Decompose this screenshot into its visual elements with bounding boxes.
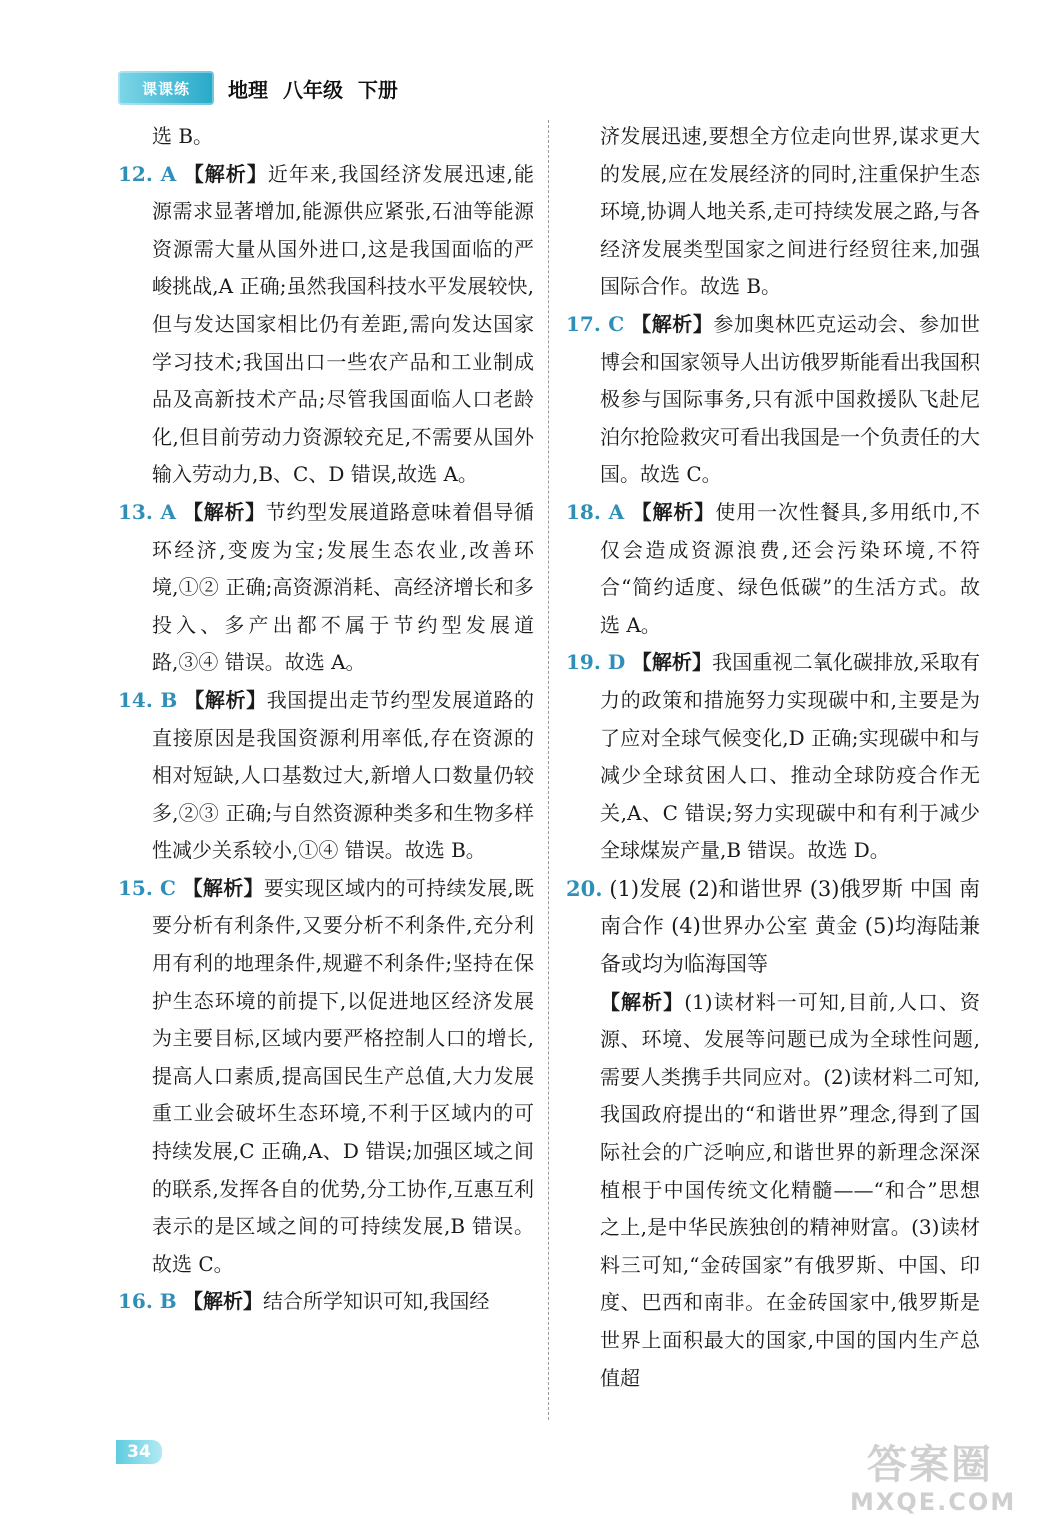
item-number: 16. B bbox=[118, 1289, 177, 1314]
answer-item-15 bbox=[118, 870, 534, 1284]
answer-item-16 bbox=[118, 1283, 534, 1321]
item-number: 13. A bbox=[118, 499, 176, 524]
analysis-tag: 【解析】 bbox=[184, 687, 267, 712]
item-text: 要实现区域内的可持续发展,既要分析有利条件,又要分析不利条件,充分利用有利的地理条件,规避不利条件;坚持在保护生态环境的前提下,以促进地区经济发展为主要目标,区域内要严格控制人口的增长,提高人口素质,提高国民生产总值,大力发展重工业会破坏生态环境,不利于区域内的可持续发展,C 正确,A、D 错误;加强区域之间的联系,发挥各自的优势,分工协作,互惠互利表示的是区域之间的可持续发展,B 错误。故选 C。 bbox=[152, 875, 535, 1276]
left-column bbox=[118, 118, 534, 1321]
analysis-tag: 【解析】 bbox=[183, 1289, 264, 1314]
book-logo: 课课练 bbox=[118, 71, 214, 105]
item-number: 15. C bbox=[118, 875, 176, 900]
item-text: 结合所学知识可知,我国经 bbox=[263, 1289, 490, 1314]
item-text: 参加奥林匹克运动会、参加世博会和国家领导人出访俄罗斯能看出我国积极参与国际事务,只有派中国救援队飞赴尼泊尔抢险救灾可看出我国是一个负责任的大国。故选 C。 bbox=[600, 311, 981, 487]
watermark-logo-text: 答案圈 bbox=[867, 1442, 993, 1488]
answer-item-20 bbox=[566, 870, 980, 984]
item-text: 节约型发展道路意味着倡导循环经济,变废为宝;发展生态农业,改善环境,①② 正确;高资源消耗、高经济增长和多投入、多产出都不属于节约型发展道路,③④ 错误。故选 A。 bbox=[152, 499, 535, 675]
analysis-tag: 【解析】 bbox=[182, 875, 264, 900]
watermark-site: MXQE.COM bbox=[850, 1488, 1017, 1516]
carry-over-text: 选 B。 bbox=[152, 124, 214, 148]
item-20-answer: (1)发展 (2)和谐世界 (3)俄罗斯 中国 南南合作 (4)世界办公室 黄金 (5)均海陆兼备或均为临海国等 bbox=[600, 876, 980, 977]
column-divider bbox=[548, 120, 549, 1420]
page-number: 34 bbox=[116, 1440, 162, 1464]
item-number: 18. A bbox=[566, 499, 625, 524]
analysis-tag: 【解析】 bbox=[600, 989, 685, 1014]
analysis-tag: 【解析】 bbox=[631, 650, 713, 675]
answer-item-18 bbox=[566, 494, 980, 644]
item-text: 我国重视二氧化碳排放,采取有力的政策和措施努力实现碳中和,主要是为了应对全球气候变化,D 正确;实现碳中和与减少全球贫困人口、推动全球防疫合作无关,A、C 错误;努力实现碳中和有利于减少全球煤炭产量,B 错误。故选 D。 bbox=[600, 650, 981, 863]
book-title: 地理 八年级 下册 bbox=[228, 77, 398, 102]
item-text: 我国提出走节约型发展道路的直接原因是我国资源利用率低,存在资源的相对短缺,人口基数过大,新增人口数量仍较多,②③ 正确;与自然资源种类多和生物多样性减少关系较小,①④ 错误。故选 B。 bbox=[152, 687, 534, 863]
answer-item-12 bbox=[118, 156, 534, 494]
answer-item-20-analysis bbox=[566, 984, 980, 1398]
answer-item-13 bbox=[118, 494, 534, 682]
answer-item-14 bbox=[118, 682, 534, 870]
item-text: 使用一次性餐具,多用纸巾,不仅会造成资源浪费,还会污染环境,不符合“简约适度、绿色低碳”的生活方式。故选 A。 bbox=[600, 499, 981, 637]
item-text: (1)读材料一可知,目前,人口、资源、环境、发展等问题已成为全球性问题,需要人类携手共同应对。(2)读材料二可知,我国政府提出的“和谐世界”理念,得到了国际社会的广泛响应,和谐世界的新理念深深植根于中国传统文化精髓——“和合”思想之上,是中华民族独创的精神财富。(3)读材料三可知,“金砖国家”有俄罗斯、中国、印度、巴西和南非。在金砖国家中,俄罗斯是世界上面积最大的国家,中国的国内生产总值超 bbox=[600, 989, 981, 1390]
item-text: 近年来,我国经济发展迅速,能源需求显著增加,能源供应紧张,石油等能源资源需大量从国外进口,这是我国面临的严峻挑战,A 正确;虽然我国科技水平发展较快,但与发达国家相比仍有差距,需向发达国家学习技术;我国出口一些农产品和工业制成品及高新技术产品;尽管我国面临人口老龄化,但目前劳动力资源较充足,不需要从国外输入劳动力,B、C、D 错误,故选 A。 bbox=[152, 161, 535, 487]
carry-over-text: 济发展迅速,要想全方位走向世界,谋求更大的发展,应在发展经济的同时,注重保护生态环境,协调人地关系,走可持续发展之路,与各经济发展类型国家之间进行经贸往来,加强国际合作。故选 B。 bbox=[600, 124, 980, 299]
analysis-tag: 【解析】 bbox=[183, 161, 268, 186]
item-number: 12. A bbox=[118, 161, 177, 186]
answer-item-19 bbox=[566, 644, 980, 870]
item-number: 19. D bbox=[566, 650, 626, 675]
analysis-tag: 【解析】 bbox=[631, 311, 714, 336]
item-number: 14. B bbox=[118, 687, 178, 712]
watermark bbox=[850, 1442, 1017, 1522]
item-number: 17. C bbox=[566, 311, 625, 336]
analysis-tag: 【解析】 bbox=[183, 499, 266, 524]
right-column bbox=[566, 118, 980, 1397]
answer-item-17 bbox=[566, 306, 980, 494]
analysis-tag: 【解析】 bbox=[631, 499, 716, 524]
page-header bbox=[118, 68, 398, 108]
item-number: 20. bbox=[566, 875, 603, 901]
